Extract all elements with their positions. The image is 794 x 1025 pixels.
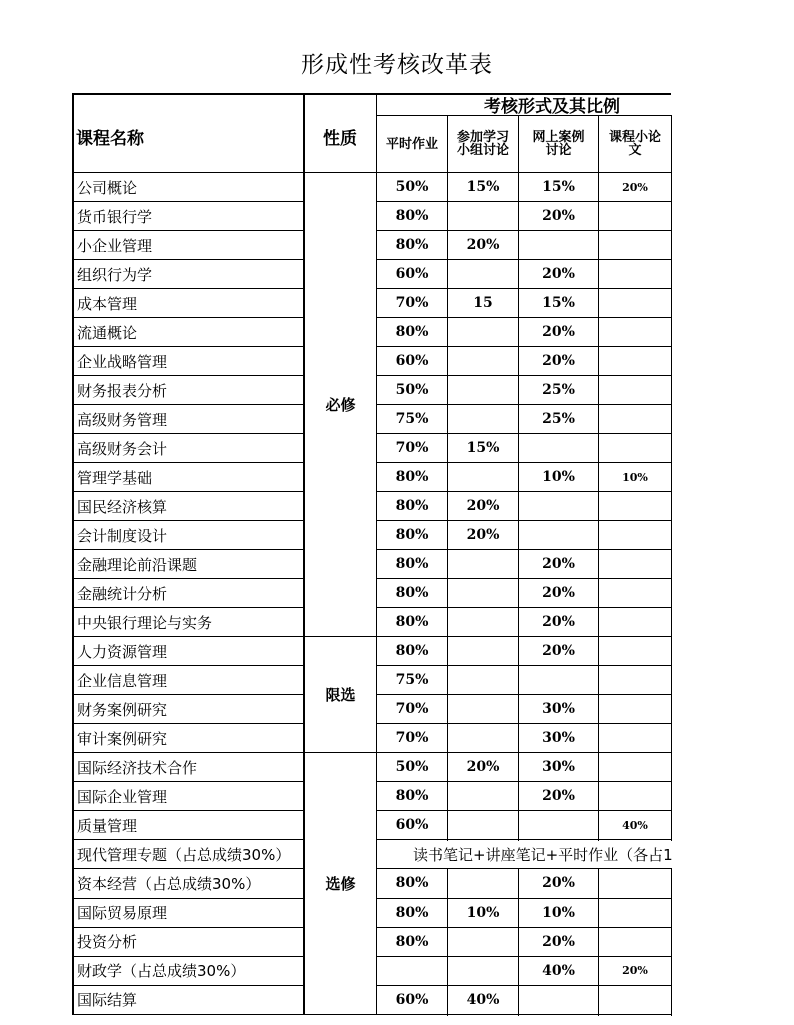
percentage-cell: 80% [395,498,429,515]
percentage-cell: 20% [466,527,500,544]
course-name-cell: 国民经济核算 [77,497,168,516]
percentage-cell: 20% [622,964,648,978]
percentage-cell [519,811,598,839]
percentage-cell: 20% [466,237,500,254]
nature-group-cell: 必修 [325,396,356,415]
percentage-cell [599,260,671,288]
percentage-cell: 20% [542,614,575,631]
page-title: 形成性考核改革表 [301,52,493,78]
percentage-cell [599,231,671,259]
percentage-cell: 15% [542,295,575,312]
percentage-cell [599,869,671,897]
percentage-cell [448,579,518,607]
grid-line [671,288,672,319]
grid-line [671,694,672,725]
course-name-cell: 会计制度设计 [77,526,168,545]
header-col-group-discussion: 参加学习小组讨论 [456,130,509,158]
grid-line [671,375,672,406]
percentage-cell: 25% [542,411,575,428]
percentage-cell: 75% [395,411,429,428]
percentage-cell [599,347,671,375]
grid-line [671,578,672,609]
percentage-cell [599,666,671,694]
course-name-cell: 质量管理 [77,816,138,835]
percentage-cell: 30% [542,701,575,718]
percentage-cell: 30% [542,730,575,747]
percentage-cell [599,405,671,433]
percentage-cell [599,318,671,346]
grid-line [671,115,672,172]
percentage-cell [448,202,518,230]
percentage-cell: 70% [395,730,429,747]
percentage-cell: 60% [395,353,429,370]
grid-line [671,201,672,232]
percentage-cell: 20% [622,180,648,194]
percentage-cell: 80% [395,208,429,225]
percentage-cell: 80% [395,875,429,892]
header-col-paper: 课程小论文 [608,130,661,158]
percentage-cell: 20% [542,875,575,892]
grid-line [72,1014,303,1015]
percentage-cell [448,928,518,956]
percentage-cell: 50% [395,179,429,195]
percentage-cell: 15 [473,295,493,312]
course-name-cell: 高级财务会计 [77,439,168,458]
course-name-cell: 高级财务管理 [77,410,168,429]
percentage-cell: 40% [542,962,575,979]
percentage-cell: 10% [542,469,575,486]
course-name-cell: 现代管理专题（占总成绩30%） [77,845,291,864]
percentage-cell [448,782,518,810]
percentage-cell [448,695,518,723]
header-col-homework: 平时作业 [385,136,438,152]
percentage-cell [448,347,518,375]
percentage-cell [448,405,518,433]
percentage-cell: 60% [395,817,429,834]
percentage-cell [448,318,518,346]
percentage-cell: 50% [395,382,429,399]
percentage-cell: 80% [395,237,429,254]
percentage-cell: 70% [395,295,429,312]
grid-line [303,1014,376,1015]
percentage-cell: 40% [622,818,648,832]
percentage-cell [448,666,518,694]
percentage-cell [599,637,671,665]
percentage-cell [599,202,671,230]
percentage-cell [599,782,671,810]
percentage-cell [519,492,598,520]
percentage-cell: 10% [622,470,648,484]
course-name-cell: 国际结算 [77,991,138,1010]
percentage-cell: 30% [542,759,575,776]
grid-line [671,317,672,348]
course-name-cell: 财务报表分析 [77,381,168,400]
percentage-cell [599,289,671,317]
course-name-cell: 流通概论 [77,323,138,342]
course-name-cell: 成本管理 [77,294,138,313]
percentage-cell: 80% [395,324,429,341]
percentage-cell [448,637,518,665]
course-name-cell: 国际贸易原理 [77,904,168,922]
percentage-cell: 80% [395,556,429,573]
grid-line [671,346,672,377]
percentage-cell [448,608,518,636]
percentage-cell: 20% [542,324,575,341]
percentage-cell: 10% [466,904,500,921]
grid-line [376,115,671,116]
course-name-cell: 资本经营（占总成绩30%） [77,874,261,893]
percentage-cell: 80% [395,527,429,544]
percentage-cell: 20% [542,643,575,660]
percentage-cell: 20% [542,933,575,950]
percentage-cell [519,231,598,259]
percentage-cell: 20% [542,353,575,370]
course-name-cell: 小企业管理 [77,236,153,255]
percentage-cell: 20% [542,556,575,573]
percentage-cell [599,550,671,578]
course-name-cell: 金融理论前沿课题 [77,555,198,574]
percentage-cell: 20% [466,759,500,776]
percentage-cell: 50% [395,759,429,776]
percentage-cell [448,463,518,491]
course-name-cell: 国际经济技术合作 [77,758,198,777]
percentage-cell: 15% [466,440,500,457]
percentage-cell: 70% [395,701,429,718]
grid-line [671,868,672,899]
percentage-cell: 15% [542,179,575,195]
nature-group-cell: 选修 [325,874,356,893]
header-assessment-group: 考核形式及其比例 [484,96,620,115]
percentage-cell: 20% [542,208,575,225]
grid-line [671,665,672,696]
percentage-cell [448,260,518,288]
course-name-cell: 管理学基础 [77,468,153,487]
grid-line [671,230,672,261]
percentage-cell [599,492,671,520]
grid-line [671,810,672,841]
percentage-cell: 20% [542,585,575,602]
percentage-cell [599,434,671,462]
percentage-cell [599,695,671,723]
percentage-cell [448,957,518,985]
percentage-cell: 80% [395,643,429,660]
grid-line [671,898,672,929]
percentage-cell: 20% [542,788,575,805]
percentage-cell [448,376,518,404]
grid-line [671,259,672,290]
course-name-cell: 企业信息管理 [77,671,168,690]
course-name-cell: 财务案例研究 [77,700,168,719]
percentage-cell [448,811,518,839]
grid-line [447,115,448,172]
percentage-cell: 60% [395,266,429,283]
grid-line [671,956,672,987]
percentage-cell: 25% [542,382,575,399]
grid-line [376,1014,671,1015]
course-name-cell: 投资分析 [77,933,138,952]
percentage-cell [599,899,671,927]
percentage-cell: 80% [395,469,429,486]
percentage-cell [599,376,671,404]
course-name-cell: 公司概论 [77,178,138,197]
grid-line [671,636,672,667]
percentage-cell [448,869,518,897]
grid-line [671,520,672,551]
percentage-cell: 60% [395,991,429,1008]
course-name-cell: 组织行为学 [77,265,153,284]
grid-line [671,927,672,958]
grid-line [518,115,519,172]
grid-line [671,781,672,812]
grid-line [671,752,672,783]
grid-line [671,172,672,203]
percentage-cell [599,753,671,781]
percentage-cell: 20% [542,266,575,283]
percentage-cell: 80% [395,933,429,950]
percentage-cell [599,608,671,636]
grid-line [671,985,672,1016]
percentage-cell: 20% [466,498,500,515]
grid-line [671,723,672,754]
percentage-cell [519,666,598,694]
percentage-cell [448,550,518,578]
course-name-cell: 财政学（占总成绩30%） [77,962,246,981]
header-course-name: 课程名称 [76,129,144,149]
percentage-cell: 80% [395,614,429,631]
percentage-cell [599,579,671,607]
course-name-cell: 货币银行学 [77,207,153,226]
course-name-cell: 国际企业管理 [77,787,168,806]
percentage-cell [599,521,671,549]
header-col-online-case: 网上案例讨论 [532,130,585,158]
course-name-cell: 中央银行理论与实务 [77,613,213,632]
percentage-cell [599,724,671,752]
percentage-cell: 80% [395,585,429,602]
grid-line [671,462,672,493]
header-nature: 性质 [323,129,357,149]
percentage-cell: 40% [466,991,500,1008]
percentage-cell: 15% [466,179,500,195]
course-name-cell: 企业战略管理 [77,352,168,371]
percentage-cell: 80% [395,788,429,805]
grid-line [671,549,672,580]
merged-assessment-cell: 读书笔记+讲座笔记+平时作业（各占1 [413,845,673,864]
grid-line [72,93,671,95]
percentage-cell [519,434,598,462]
grid-line [671,491,672,522]
percentage-cell [448,724,518,752]
percentage-cell: 75% [395,672,429,689]
grid-line [671,433,672,464]
course-name-cell: 人力资源管理 [77,642,168,661]
percentage-cell [599,928,671,956]
percentage-cell [519,986,598,1014]
course-name-cell: 审计案例研究 [77,729,168,748]
percentage-cell: 80% [395,904,429,921]
percentage-cell [599,986,671,1014]
percentage-cell [377,957,447,985]
grid-line [671,404,672,435]
percentage-cell [519,521,598,549]
grid-line [671,607,672,638]
percentage-cell: 70% [395,440,429,457]
course-name-cell: 金融统计分析 [77,584,168,603]
percentage-cell: 10% [542,904,575,921]
nature-group-cell: 限选 [325,686,356,705]
grid-line [598,115,599,172]
